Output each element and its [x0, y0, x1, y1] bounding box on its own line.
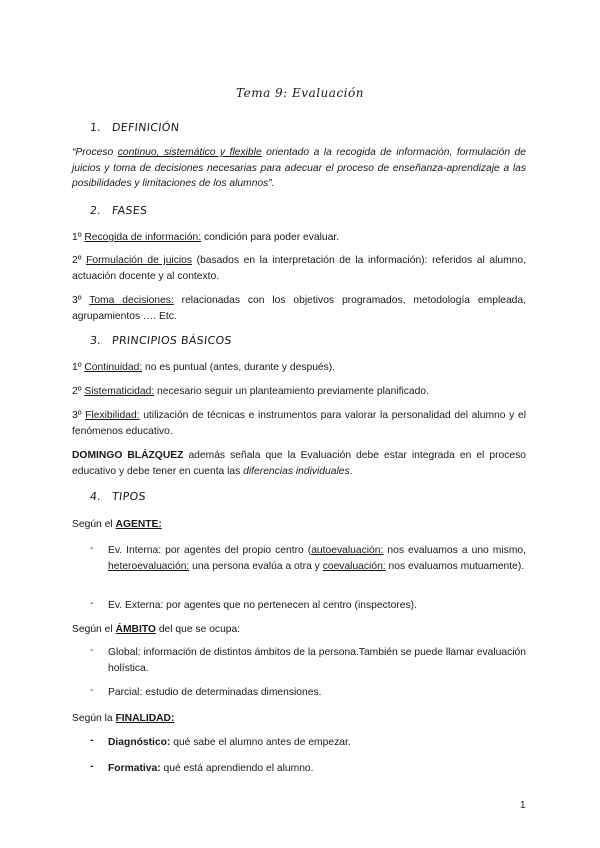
fase-term: Recogida de información:	[84, 232, 202, 243]
fase-term: Formulación de juicios	[86, 255, 193, 266]
fase-text: relacionadas con los objetivos programados, metodología empleada, agrupamientos …. Etc.	[72, 295, 526, 322]
fase-item	[72, 293, 526, 324]
fase-term: Toma decisiones:	[89, 295, 174, 306]
principio-term: Sistematicidad:	[84, 386, 155, 397]
list-bullet: -	[90, 685, 94, 696]
tipo-post: del que se ocupa:	[155, 624, 241, 635]
list-item: Ev. Externa: por agentes que no pertenecen al centro (inspectores).	[108, 600, 417, 611]
item-term: heteroevaluación:	[108, 560, 190, 572]
list-bullet: -	[90, 735, 94, 746]
author-name: DOMINGO BLÁZQUEZ	[72, 450, 184, 461]
blazquez-italic: diferencias individuales	[243, 465, 350, 477]
definition-rest: orientado a la recogida de información, formulación de juicios y toma de decisiones necesarias para adecuar el proceso de enseñanza-aprendizaje a las posibilidades y limitaciones de los alumnos”.	[72, 147, 526, 189]
tipo-key: AGENTE:	[115, 519, 162, 530]
fase-number: 3º	[72, 295, 90, 306]
definition-underlined: continuo, sistemático y flexible	[117, 147, 262, 158]
list-item	[108, 543, 526, 574]
tipo-pre: Según la	[72, 713, 116, 724]
tipo-finalidad-heading	[72, 711, 526, 727]
tipo-key: ÁMBITO	[115, 624, 156, 635]
fase-item	[72, 230, 526, 246]
fase-number: 2º	[72, 255, 87, 266]
section-heading-fases	[89, 204, 148, 217]
item-term: Formativa:	[108, 763, 161, 774]
blazquez-paragraph	[72, 448, 526, 479]
page-number: 1	[520, 800, 526, 811]
principio-text: utilización de técnicas e instrumentos para valorar la personalidad del alumno y el fenómenos educativo.	[72, 410, 526, 437]
tipo-ambito-heading	[72, 622, 526, 638]
item-text: Ev. Interna: por agentes del propio centro (	[108, 545, 312, 556]
section-number: 3.	[89, 334, 102, 347]
list-bullet: -	[90, 543, 94, 554]
principio-text: no es puntual (antes, durante y después).	[142, 362, 336, 373]
list-item: Global: información de distintos ámbitos de la persona.También se puede llamar evaluación holística.	[108, 647, 526, 674]
section-heading-principios	[89, 334, 232, 347]
section-number: 2.	[89, 204, 102, 217]
section-label: FASES	[111, 204, 148, 217]
item-term: coevaluación:	[322, 560, 386, 572]
fase-text: (basados en la interpretación de la información): referidos al alumno, actuación docente y al contexto.	[72, 255, 526, 282]
list-item: Parcial: estudio de determinadas dimensiones.	[108, 687, 322, 698]
item-text: nos evaluamos a uno mismo,	[383, 545, 526, 556]
list-item	[108, 761, 526, 777]
section-number: 4.	[89, 490, 102, 503]
principio-item	[72, 408, 526, 439]
principio-number: 3º	[72, 410, 86, 421]
tipo-key: FINALIDAD:	[115, 713, 175, 724]
item-text: qué está aprendiendo el alumno.	[160, 763, 314, 774]
principio-term: Flexibilidad:	[85, 410, 140, 421]
definition-paragraph	[72, 145, 526, 192]
fase-number: 1º	[72, 232, 85, 243]
list-item	[108, 735, 526, 751]
list-bullet: -	[90, 761, 94, 772]
principio-number: 1º	[72, 362, 85, 373]
section-number: 1.	[89, 121, 102, 134]
list-bullet: -	[90, 598, 94, 609]
tipo-agente-heading	[72, 517, 526, 533]
principio-item	[72, 384, 526, 400]
tipo-pre: Según el	[72, 519, 116, 530]
blazquez-text: además señala que la Evaluación debe estar integrada en el proceso educativo y debe tener en cuenta las	[72, 450, 526, 477]
section-heading-definicion	[89, 121, 180, 134]
item-text: nos evaluamos mutuamente).	[385, 560, 525, 572]
principio-text: necesario seguir un planteamiento previamente planificado.	[154, 386, 429, 397]
item-text: qué sabe el alumno antes de empezar.	[170, 737, 351, 748]
blazquez-end: .	[349, 465, 353, 477]
item-term: Diagnóstico:	[108, 737, 171, 748]
principio-number: 2º	[72, 386, 85, 397]
item-text: una persona evalúa a otra y	[189, 560, 323, 572]
section-label: PRINCIPIOS BÁSICOS	[111, 334, 233, 347]
section-heading-tipos	[89, 490, 146, 503]
tipo-pre: Según el	[72, 624, 116, 635]
page-title: Tema 9: Evaluación	[236, 86, 364, 100]
definition-open: “Proceso	[72, 147, 118, 158]
fase-item	[72, 253, 526, 284]
principio-term: Continuidad:	[84, 362, 143, 373]
list-bullet: -	[90, 645, 94, 656]
item-term: autoevaluación:	[311, 545, 384, 556]
principio-item	[72, 360, 526, 376]
section-label: DEFINICIÓN	[111, 121, 180, 134]
fase-text: condición para poder evaluar.	[201, 232, 340, 243]
section-label: TIPOS	[111, 490, 147, 503]
